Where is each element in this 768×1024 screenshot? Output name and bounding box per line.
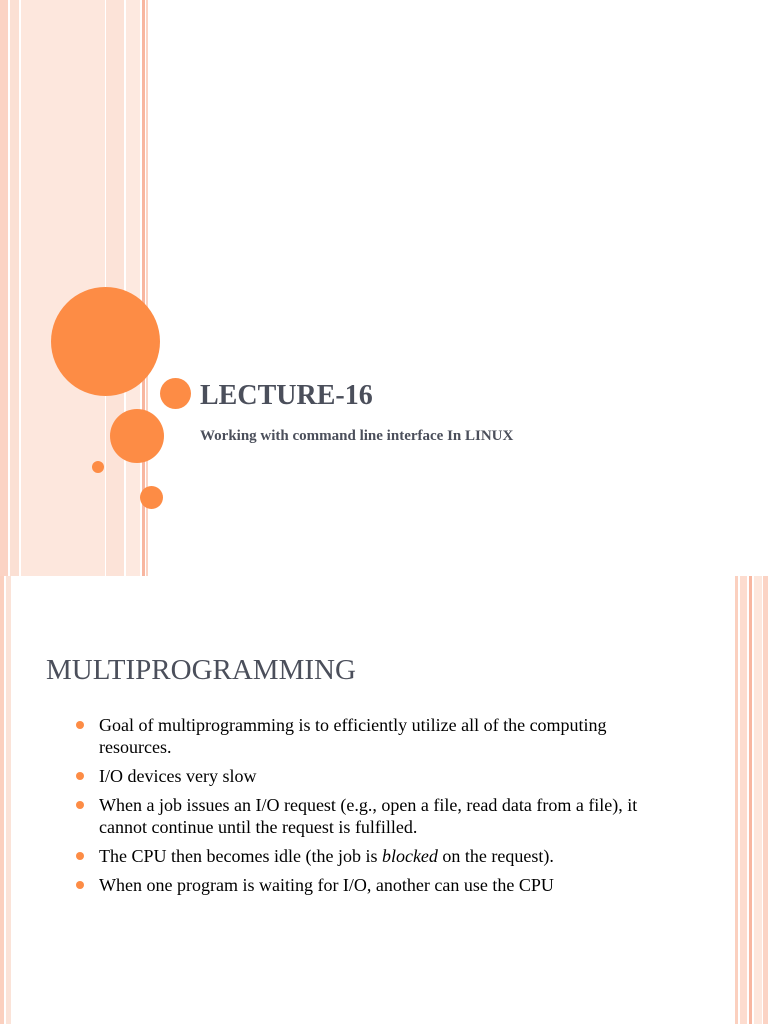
slide-heading: MULTIPROGRAMMING bbox=[46, 654, 356, 686]
decorative-stripe bbox=[10, 0, 19, 576]
bullet-dot-icon bbox=[76, 852, 84, 860]
bullet-list bbox=[76, 714, 676, 903]
decorative-circle-medium bbox=[160, 378, 191, 409]
decorative-circle-large bbox=[51, 287, 160, 396]
bullet-dot-icon bbox=[76, 881, 84, 889]
slide-subtitle: Working with command line interface In LINUX bbox=[200, 428, 514, 444]
bullet-emphasis: blocked bbox=[381, 846, 438, 866]
bullet-item bbox=[76, 765, 676, 787]
decorative-stripe bbox=[754, 576, 762, 1024]
decorative-stripe bbox=[763, 576, 768, 1024]
decorative-stripe bbox=[126, 0, 140, 576]
decorative-circle-small bbox=[140, 486, 163, 509]
bullet-item bbox=[76, 794, 676, 838]
bullet-text-before: The CPU then becomes idle (the job is bbox=[99, 846, 382, 866]
bullet-text: I/O devices very slow bbox=[99, 766, 257, 786]
decorative-circle-tiny bbox=[92, 461, 104, 473]
bullet-text: When a job issues an I/O request (e.g., open a file, read data from a file), it cannot continue until the request is fulfilled. bbox=[99, 795, 638, 837]
bullet-text: Goal of multiprogramming is to efficiently utilize all of the computing resources. bbox=[99, 715, 607, 757]
bullet-item bbox=[76, 874, 676, 896]
decorative-stripe bbox=[749, 576, 752, 1024]
decorative-stripe bbox=[6, 576, 11, 1024]
bullet-item bbox=[76, 714, 676, 758]
bullet-dot-icon bbox=[76, 721, 84, 729]
bullet-item bbox=[76, 845, 676, 867]
bullet-dot-icon bbox=[76, 801, 84, 809]
decorative-stripe bbox=[735, 576, 738, 1024]
bullet-text-after: on the request). bbox=[437, 846, 554, 866]
decorative-circle-medium bbox=[110, 409, 164, 463]
bullet-text: When one program is waiting for I/O, another can use the CPU bbox=[99, 875, 554, 895]
slide-title: LECTURE-16 bbox=[200, 380, 373, 411]
content-slide bbox=[0, 576, 768, 1024]
decorative-stripe bbox=[740, 576, 747, 1024]
bullet-dot-icon bbox=[76, 772, 84, 780]
decorative-stripe bbox=[0, 0, 8, 576]
decorative-stripe bbox=[0, 576, 4, 1024]
